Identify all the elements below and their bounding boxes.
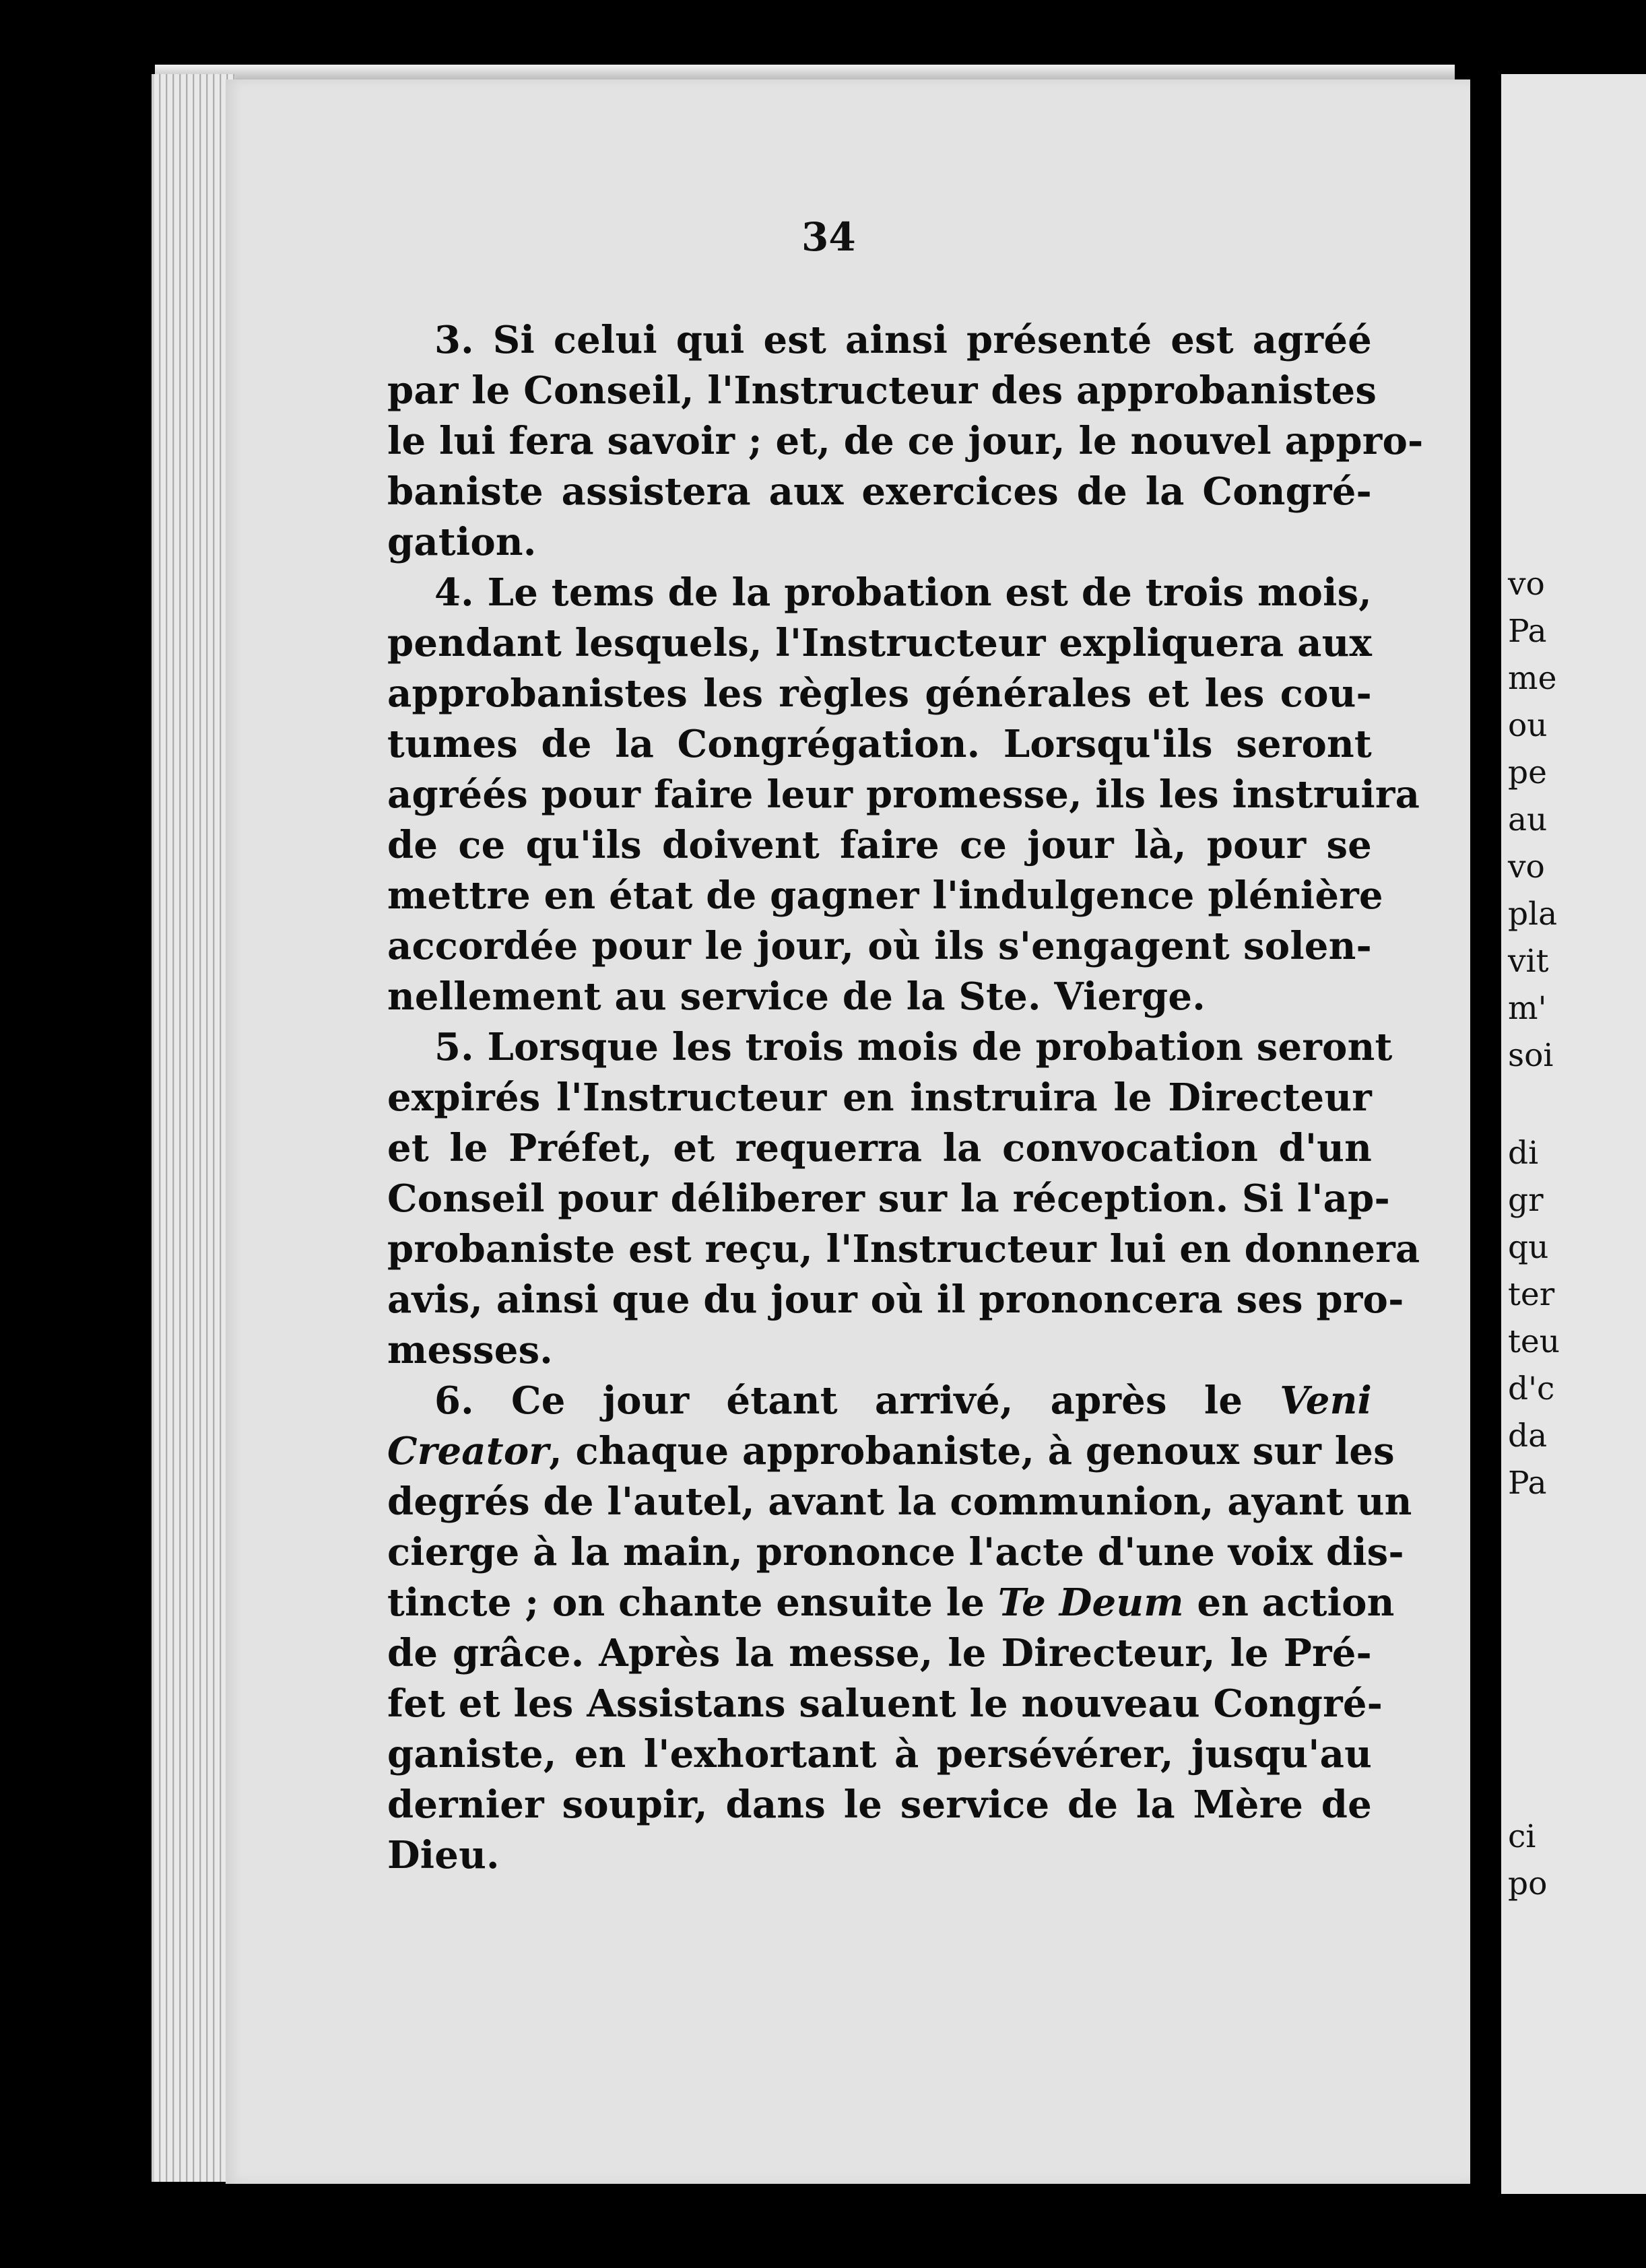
facing-page-text-fragment: m' [1508,990,1547,1027]
text-line: agréés pour faire leur promesse, ils les instruira [387,772,1420,817]
text-line: nellement au service de la Ste. Vierge. [387,974,1206,1019]
italic-text: Te Deum [997,1580,1184,1625]
text-line [387,1426,1395,1477]
text-line: de ce qu'ils doivent faire ce jour là, pour se [387,823,1372,867]
text-line: 5. Lorsque les trois mois de probation seront [434,1025,1393,1069]
text-line [387,1376,1372,1426]
text-line: expirés l'Instructeur en instruira le Directeur [387,1075,1372,1120]
facing-page-text-fragment: Pa [1508,1465,1547,1502]
text-line: de grâce. Après la messe, le Directeur, le Pré- [387,1631,1372,1675]
facing-page-text-fragment: vo [1508,566,1545,603]
text-line: tumes de la Congrégation. Lorsqu'ils seront [387,722,1372,766]
text-line: messes. [387,1328,553,1372]
facing-page-text-fragment: d'c [1508,1370,1555,1407]
text-line: dernier soupir, dans le service de la Mère de [387,1782,1372,1827]
facing-page-text-fragment: di [1508,1135,1539,1172]
text-line: 3. Si celui qui est ainsi présenté est agréé [434,318,1372,362]
facing-page-text-fragment: qu [1508,1229,1549,1266]
text-line [387,1578,1395,1628]
text-line: Conseil pour déliberer sur la réception. Si l'ap- [387,1176,1390,1221]
text-line: et le Préfet, et requerra la convocation d'un [387,1126,1372,1170]
text-line: par le Conseil, l'Instructeur des approbanistes [387,368,1377,413]
facing-page-text-fragment: au [1508,801,1548,838]
facing-page-text-fragment: ter [1508,1276,1555,1313]
book-gutter [1470,74,1501,2195]
text-line: gation. [387,520,537,564]
page-top-edge [155,65,1455,79]
text-line: accordée pour le jour, où ils s'engagent solen- [387,924,1372,968]
text-line: mettre en état de gagner l'indulgence plénière [387,873,1383,918]
text-line: baniste assistera aux exercices de la Congré- [387,469,1372,514]
facing-page-text-fragment: da [1508,1418,1548,1455]
text-segment: en action [1183,1580,1395,1625]
italic-text: Veni [1280,1378,1372,1423]
page-number: 34 [801,214,856,260]
text-segment: tincte ; on chante ensuite le [387,1580,998,1625]
facing-page-text-fragment: pla [1508,896,1558,933]
text-line: avis, ainsi que du jour où il prononcera ses pro- [387,1277,1404,1322]
text-line: fet et les Assistans saluent le nouveau Congré- [387,1681,1383,1726]
text-line: approbanistes les règles générales et les cou- [387,671,1372,716]
facing-page-text-fragment: po [1508,1865,1548,1902]
facing-page-text-fragment: ou [1508,707,1548,744]
text-line: pendant lesquels, l'Instructeur expliquera aux [387,621,1373,665]
facing-page-text-fragment: vit [1508,943,1549,980]
text-line: ganiste, en l'exhortant à persévérer, jusqu'au [387,1732,1372,1776]
text-line: degrés de l'autel, avant la communion, ayant un [387,1479,1412,1524]
italic-text: Creator [387,1429,550,1473]
text-line: 4. Le tems de la probation est de trois mois, [434,570,1372,615]
facing-page-text-fragment: vo [1508,848,1545,886]
facing-page-text-fragment: pe [1508,754,1547,791]
text-line: Dieu. [387,1833,500,1877]
text-line: probaniste est reçu, l'Instructeur lui en donnera [387,1227,1420,1271]
body-text [387,315,1424,1881]
right-page-fragment [1501,74,1646,2194]
text-line: cierge à la main, prononce l'acte d'une voix dis- [387,1530,1404,1574]
facing-page-text-fragment: gr [1508,1182,1544,1219]
text-segment: , chaque approbaniste, à genoux sur les [549,1429,1395,1473]
facing-page-text-fragment: teu [1508,1323,1560,1360]
text-segment: 6. Ce jour étant arrivé, après le [434,1378,1280,1423]
facing-page-text-fragment: soi [1508,1037,1554,1074]
text-line: le lui fera savoir ; et, de ce jour, le nouvel appro- [387,419,1424,463]
facing-page-text-fragment: me [1508,660,1557,697]
stacked-page-edges [152,74,235,2182]
facing-page-text-fragment: Pa [1508,613,1547,650]
facing-page-text-fragment: ci [1508,1818,1536,1855]
